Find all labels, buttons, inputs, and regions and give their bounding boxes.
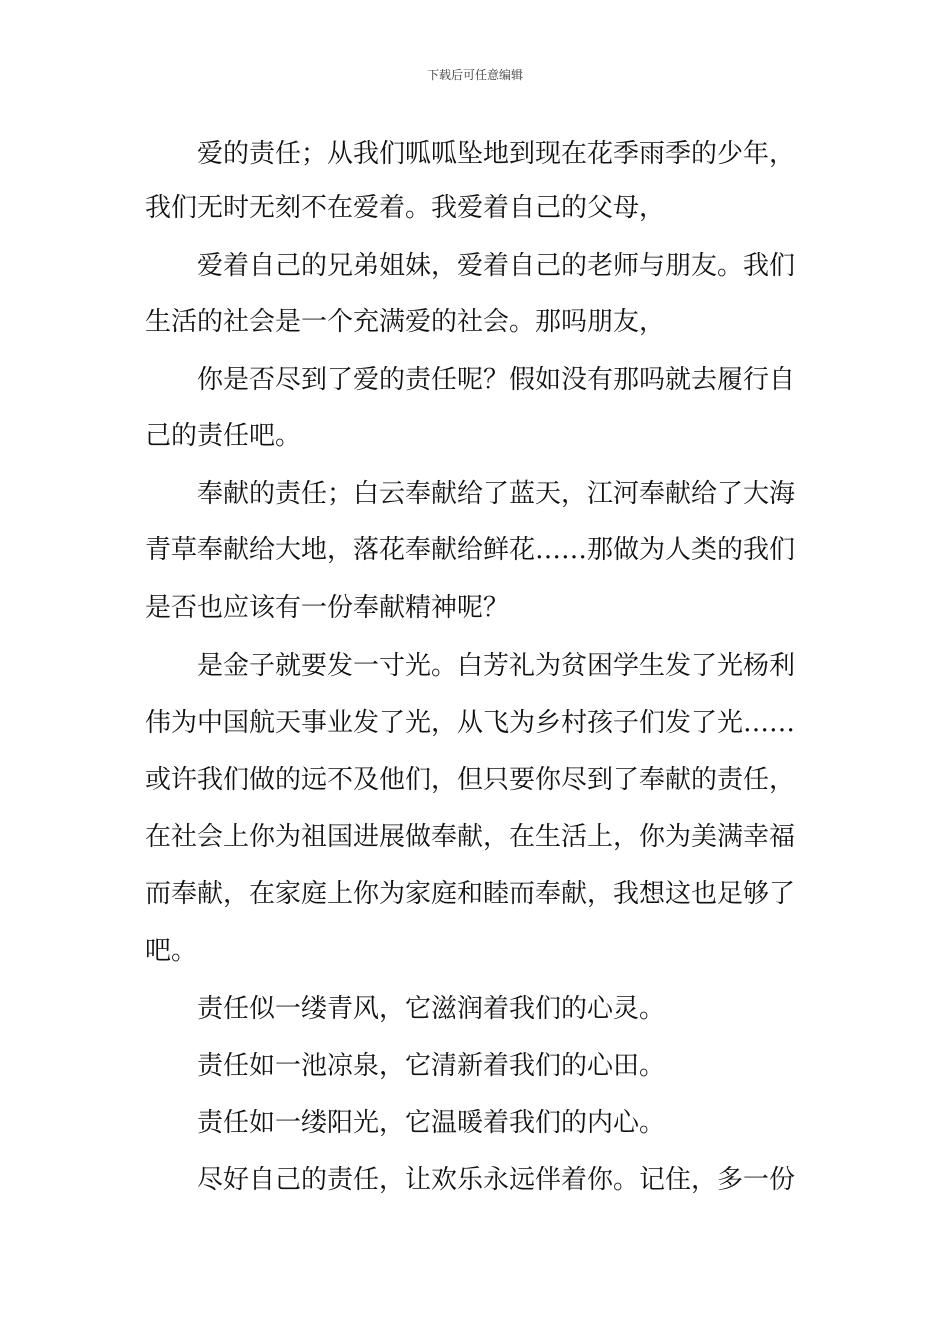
text-line: 我们无时无刻不在爱着。我爱着自己的父母， (145, 193, 666, 223)
text-line: 责任如一池凉泉，它清新着我们的心田。 (197, 1051, 666, 1081)
page-header: 下载后可任意编辑 (426, 68, 523, 82)
text-line: 青草奉献给大地，落花奉献给鲜花……那做为人类的我们 (145, 535, 796, 565)
text-line: 而奉献，在家庭上你为家庭和睦而奉献，我想这也足够了 (145, 879, 796, 909)
text-line: 责任如一缕阳光，它温暖着我们的内心。 (197, 1108, 666, 1138)
text-line: 是金子就要发一寸光。白芳礼为贫困学生发了光杨利 (197, 651, 796, 681)
text-line: 在社会上你为祖国进展做奉献，在生活上，你为美满幸福 (145, 822, 796, 852)
text-line: 责任似一缕青风，它滋润着我们的心灵。 (197, 994, 666, 1024)
text-line: 是否也应该有一份奉献精神呢？ (145, 593, 510, 623)
text-line: 奉献的责任；白云奉献给了蓝天，江河奉献给了大海 (197, 479, 796, 509)
text-line: 己的责任吧。 (145, 421, 302, 451)
text-line: 伟为中国航天事业发了光，从飞为乡村孩子们发了光…… (145, 708, 796, 738)
text-line: 生活的社会是一个充满爱的社会。那吗朋友， (145, 307, 666, 337)
text-line: 尽好自己的责任，让欢乐永远伴着你。记住，多一份 (197, 1165, 796, 1195)
text-line: 或许我们做的远不及他们，但只要你尽到了奉献的责任， (145, 765, 796, 795)
text-line: 吧。 (145, 936, 198, 966)
text-line: 你是否尽到了爱的责任呢？假如没有那吗就去履行自 (197, 365, 796, 395)
text-line: 爱着自己的兄弟姐妹，爱着自己的老师与朋友。我们 (197, 251, 796, 281)
text-line: 爱的责任；从我们呱呱坠地到现在花季雨季的少年， (197, 139, 796, 169)
